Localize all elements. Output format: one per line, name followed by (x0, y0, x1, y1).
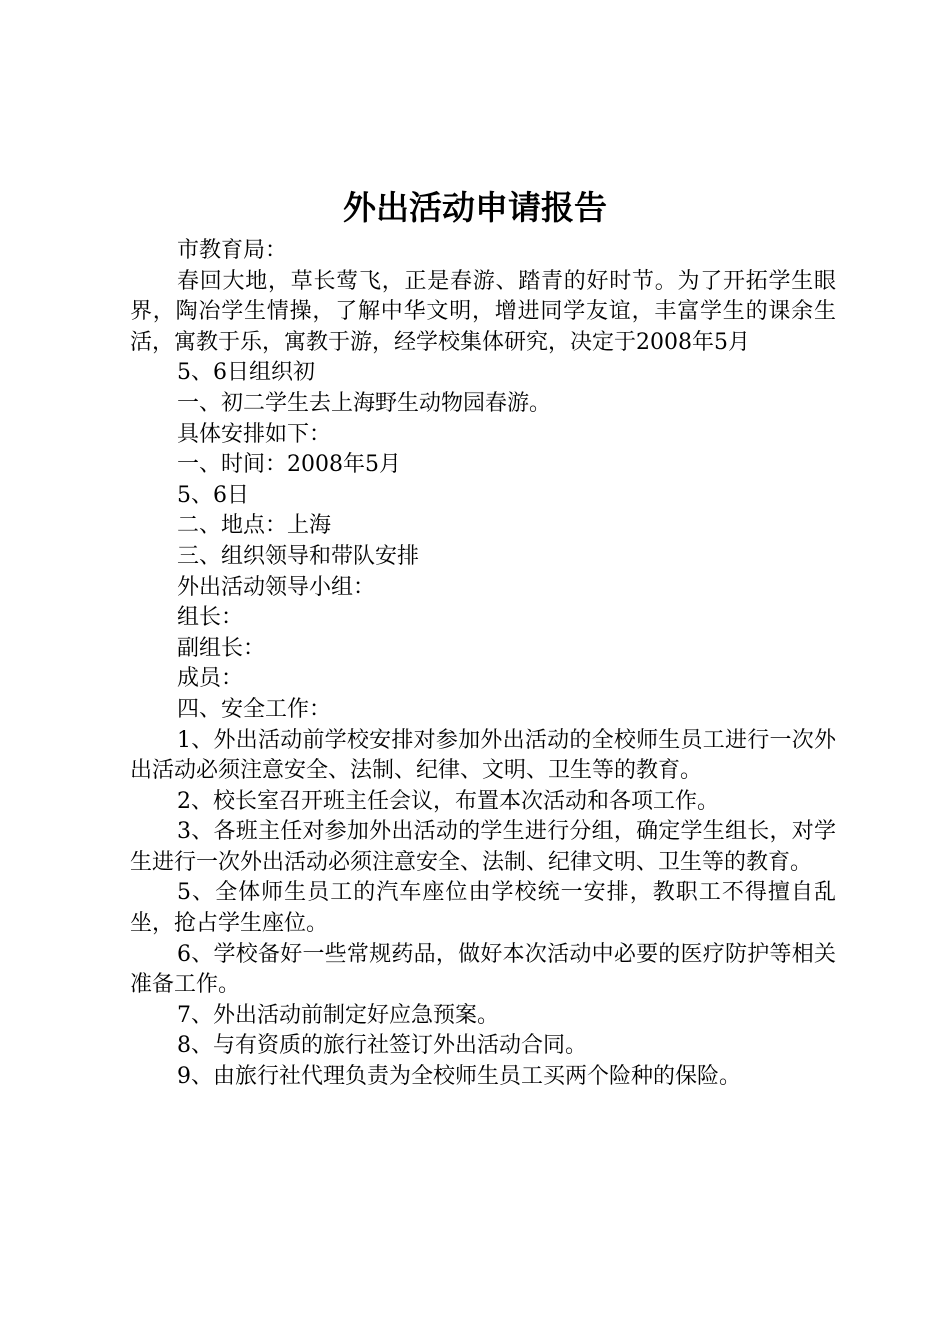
safety-item-2: 2、校长室召开班主任会议，布置本次活动和各项工作。 (177, 788, 719, 814)
arrangement-heading: 具体安排如下： (177, 421, 332, 447)
leadership-group-label: 外出活动领导小组： (177, 574, 376, 600)
members-label: 成员： (177, 666, 244, 692)
safety-item-7: 7、外出活动前制定好应急预案。 (177, 1002, 499, 1028)
safety-heading: 四、安全工作： (177, 696, 332, 722)
safety-item-6: 6、学校备好一些常规药品，做好本次活动中必要的医疗防护等相关准备工作。 (130, 941, 836, 998)
group-leader-label: 组长： (177, 605, 244, 631)
safety-item-8: 8、与有资质的旅行社签订外出活动合同。 (177, 1033, 587, 1059)
time-item: 一、时间：2008年5月 (177, 452, 401, 478)
safety-item-5: 5、全体师生员工的汽车座位由学校统一安排，教职工不得擅自乱坐，抢占学生座位。 (130, 880, 836, 937)
paragraph-date-continuation: 5、6日组织初 (177, 360, 315, 386)
time-item-continuation: 5、6日 (177, 482, 249, 508)
safety-item-3: 3、各班主任对参加外出活动的学生进行分组，确定学生组长，对学生进行一次外出活动必须注意安全、法制、纪律文明、卫生等的教育。 (130, 819, 836, 875)
safety-item-1: 1、外出活动前学校安排对参加外出活动的全校师生员工进行一次外出活动必须注意安全、法制、纪律、文明、卫生等的教育。 (130, 727, 836, 784)
organization-heading: 三、组织领导和带队安排 (177, 543, 420, 569)
location-item: 二、地点：上海 (177, 513, 332, 539)
safety-item-9: 9、由旅行社代理负责为全校师生员工买两个险种的保险。 (177, 1064, 741, 1090)
salutation: 市教育局： (177, 238, 288, 263)
paragraph-participants: 一、初二学生去上海野生动物园春游。 (177, 390, 552, 416)
document-body (130, 236, 836, 1093)
intro-paragraph: 春回大地，草长莺飞，正是春游、踏青的好时节。为了开拓学生眼界，陶冶学生情操，了解中华文明，增进同学友谊，丰富学生的课余生活，寓教于乐，寓教于游，经学校集体研究，决定于2008年5月 (130, 268, 836, 355)
document-title: 外出活动申请报告 (343, 188, 607, 227)
deputy-leader-label: 副组长： (177, 635, 266, 661)
